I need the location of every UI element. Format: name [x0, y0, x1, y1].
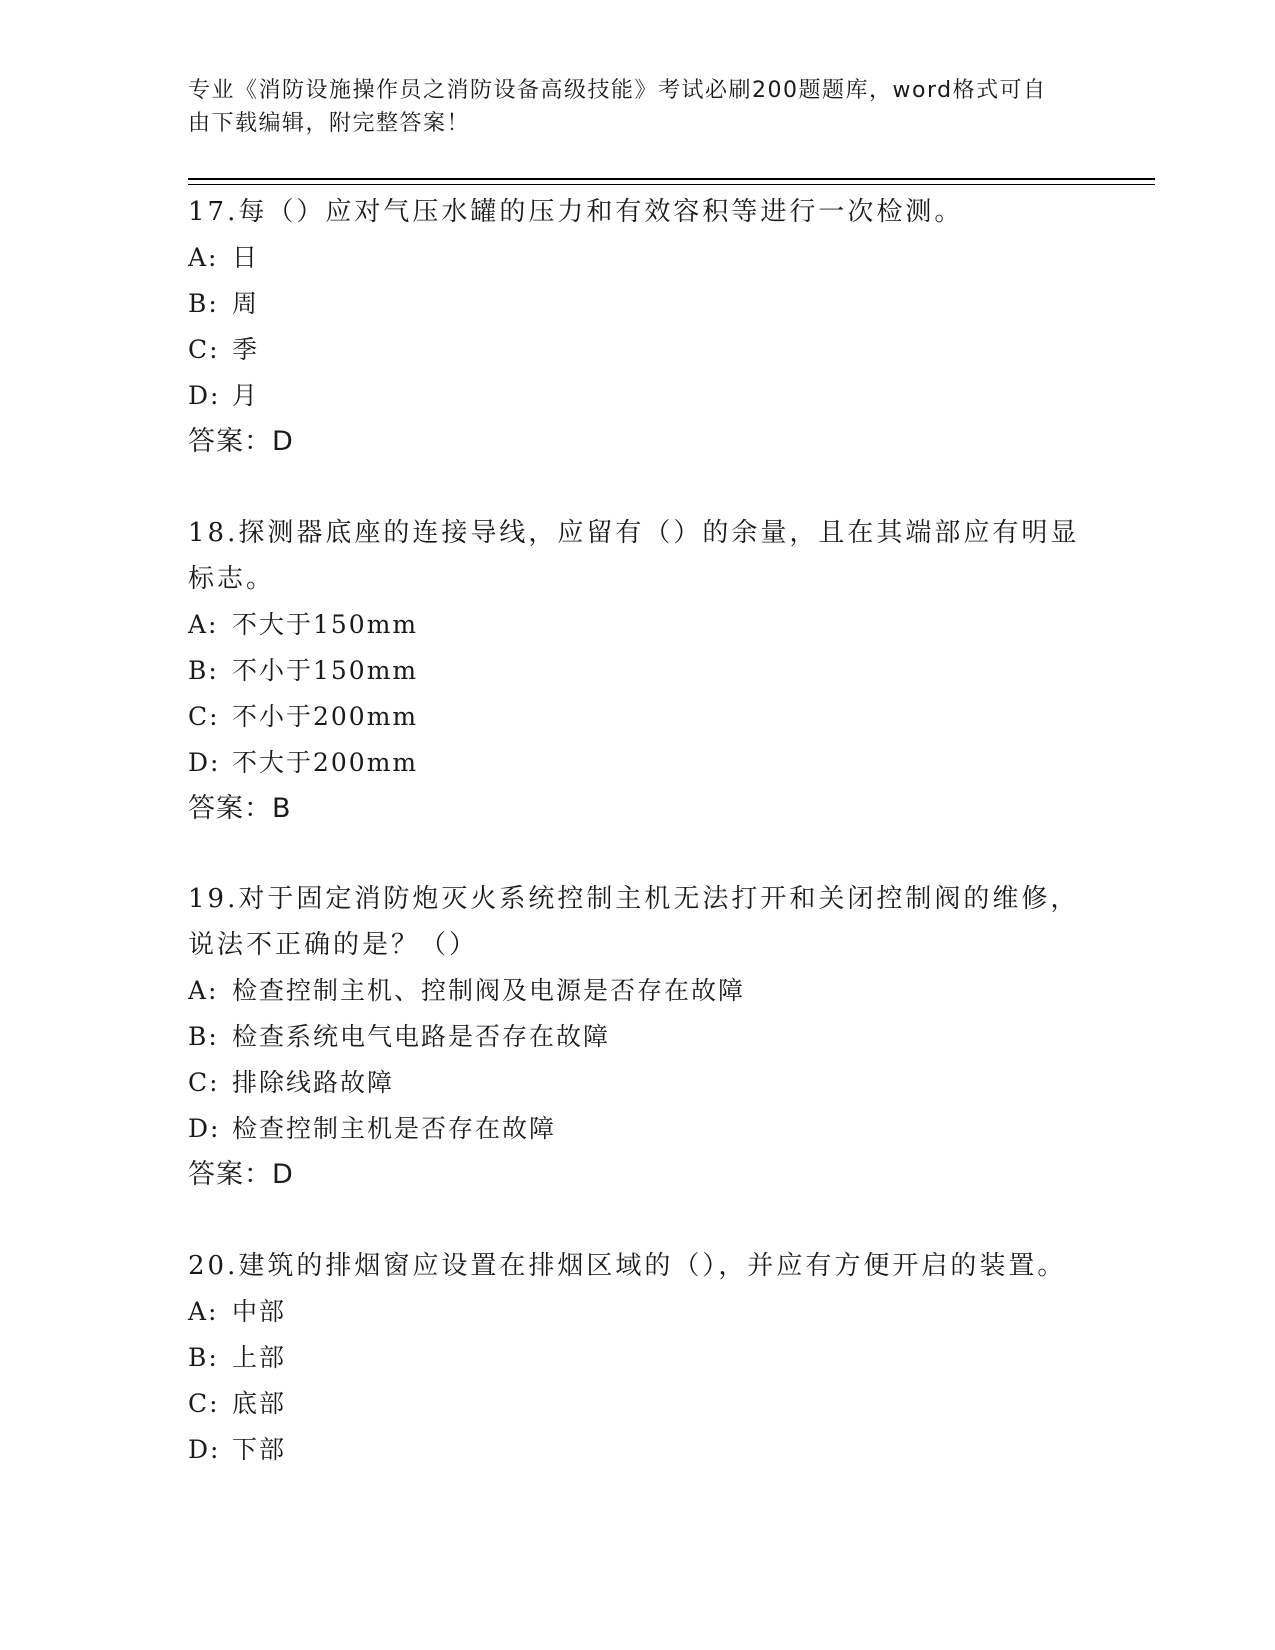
question-stem: 18.探测器底座的连接导线，应留有（）的余量，且在其端部应有明显标志。 — [188, 518, 1080, 594]
option-c — [188, 1060, 1088, 1106]
option-key: D: — [188, 381, 221, 410]
option-text: 检查控制主机、控制阀及电源是否存在故障 — [232, 976, 746, 1005]
option-b — [188, 1335, 1088, 1381]
option-text: 不小于150mm — [232, 656, 419, 685]
option-text: 底部 — [232, 1389, 287, 1418]
question-19 — [188, 876, 1088, 1198]
option-c — [188, 694, 1088, 740]
option-key: A: — [188, 610, 219, 639]
option-d — [188, 1427, 1088, 1473]
option-text: 周 — [232, 289, 260, 318]
option-text: 季 — [232, 335, 260, 364]
answer-line: 答案：D — [188, 1159, 294, 1190]
option-text: 日 — [232, 243, 260, 272]
option-a — [188, 235, 1088, 281]
option-text: 不小于200mm — [232, 702, 419, 731]
option-text: 中部 — [232, 1297, 287, 1326]
option-a — [188, 1289, 1088, 1335]
option-text: 上部 — [232, 1343, 287, 1372]
option-key: A: — [188, 243, 219, 272]
header-rule-thick — [188, 178, 1155, 180]
option-key: B: — [188, 1022, 219, 1051]
option-d — [188, 373, 1088, 419]
option-text: 检查控制主机是否存在故障 — [232, 1114, 557, 1143]
question-stem: 17.每（）应对气压水罐的压力和有效容积等进行一次检测。 — [188, 197, 964, 227]
answer-line: 答案：D — [188, 426, 294, 457]
option-text: 不大于150mm — [232, 610, 419, 639]
option-key: D: — [188, 1435, 221, 1464]
option-text: 月 — [232, 381, 260, 410]
option-b — [188, 1014, 1088, 1060]
option-c — [188, 327, 1088, 373]
option-key: C: — [188, 1068, 220, 1097]
option-text: 排除线路故障 — [232, 1068, 395, 1097]
option-text: 下部 — [232, 1435, 287, 1464]
option-key: A: — [188, 1297, 219, 1326]
option-d — [188, 1106, 1088, 1152]
option-key: A: — [188, 976, 219, 1005]
question-stem: 19.对于固定消防炮灭火系统控制主机无法打开和关闭控制阀的维修，说法不正确的是？（） — [188, 884, 1080, 960]
option-key: C: — [188, 335, 220, 364]
document-header: 专业《消防设施操作员之消防设备高级技能》考试必刷200题题库，word格式可自由下载编辑，附完整答案！ — [188, 78, 1047, 136]
answer-line: 答案：B — [188, 793, 292, 824]
option-key: B: — [188, 289, 219, 318]
option-text: 检查系统电气电路是否存在故障 — [232, 1022, 611, 1051]
option-a — [188, 968, 1088, 1014]
option-key: B: — [188, 1343, 219, 1372]
question-20 — [188, 1243, 1088, 1473]
option-key: B: — [188, 656, 219, 685]
option-c — [188, 1381, 1088, 1427]
option-a — [188, 602, 1088, 648]
option-text: 不大于200mm — [232, 748, 419, 777]
option-key: D: — [188, 748, 221, 777]
option-b — [188, 281, 1088, 327]
question-17 — [188, 189, 1088, 465]
question-stem: 20.建筑的排烟窗应设置在排烟区域的（），并应有方便开启的装置。 — [188, 1251, 1067, 1281]
option-b — [188, 648, 1088, 694]
question-18 — [188, 510, 1088, 832]
option-d — [188, 740, 1088, 786]
option-key: D: — [188, 1114, 221, 1143]
option-key: C: — [188, 1389, 220, 1418]
header-rule-thin — [188, 184, 1155, 185]
option-key: C: — [188, 702, 220, 731]
